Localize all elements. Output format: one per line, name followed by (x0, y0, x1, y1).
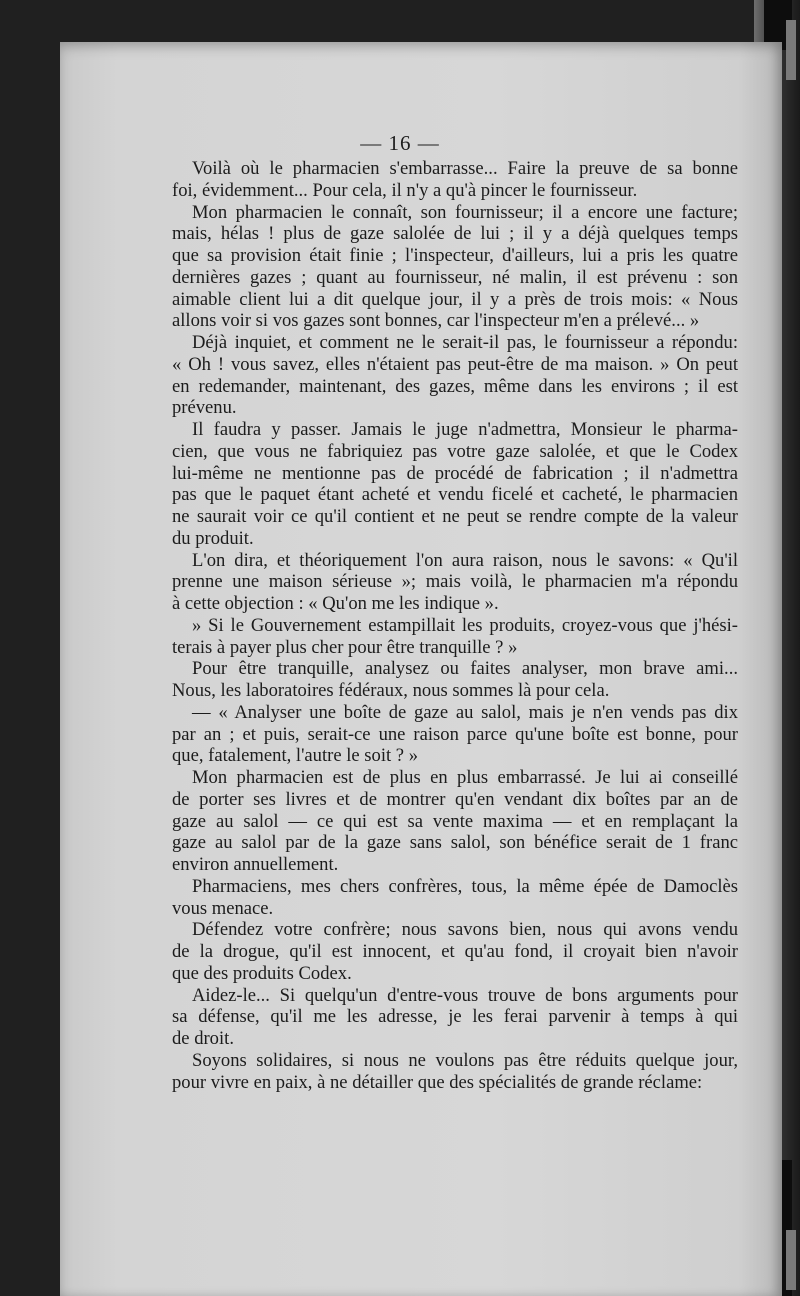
text-line: L'on dira, et théoriquement l'on aura raison, nous le savons: « Qu'il (192, 549, 738, 571)
text-line: lui-même ne mentionne pas de procédé de fabrication ; il n'admettra (172, 462, 738, 484)
text-line: prenne une maison sérieuse »; mais voilà, le pharmacien m'a répondu (172, 571, 738, 593)
text-line: gaze au salol par de la gaze sans salol, son bénéfice serait de 1 franc (172, 832, 738, 854)
body-text (172, 158, 738, 1093)
text-line: de droit. (172, 1028, 234, 1049)
text-line: cien, que vous ne fabriquiez pas votre gaze salolée, et que le Codex (172, 440, 738, 462)
text-line: Soyons solidaires, si nous ne voulons pas être réduits quelque jour, (192, 1049, 738, 1071)
text-line: vous menace. (172, 897, 274, 919)
text-line: à cette objection : « Qu'on me les indique ». (172, 593, 499, 614)
text-line: par an ; et puis, serait-ce une raison parce qu'une boîte est bonne, pour (172, 723, 738, 745)
text-line: Aidez-le... Si quelqu'un d'entre-vous trouve de bons arguments pour (192, 984, 738, 1006)
text-line: « Oh ! vous savez, elles n'étaient pas peut-être de ma maison. » On peut (172, 353, 738, 375)
text-line: Déjà inquiet, et comment ne le serait-il pas, le fournisseur a répondu: (192, 332, 738, 353)
text-line: dernières gazes ; quant au fournisseur, né malin, il est prévenu : son (172, 266, 738, 288)
text-line: sa défense, qu'il me les adresse, je les ferai parvenir à temps à qui (172, 1006, 738, 1028)
text-line: aimable client lui a dit quelque jour, il y a près de trois mois: « Nous (172, 288, 738, 310)
text-line: que, fatalement, l'autre le soit ? » (172, 745, 419, 767)
text-line: Pharmaciens, mes chers confrères, tous, la même épée de Damoclès (192, 875, 738, 897)
text-line: pas que le paquet étant acheté et vendu ficelé et cacheté, le pharmacien (172, 484, 738, 506)
text-line: foi, évidemment... Pour cela, il n'y a qu'à pincer le fournisseur. (172, 179, 638, 201)
scan-tab-highlight-bottom (786, 1230, 796, 1290)
text-line: du produit. (172, 527, 254, 549)
scan-tab-highlight-top (786, 20, 796, 80)
text-line: que sa provision était finie ; l'inspecteur, d'ailleurs, lui a pris les quatre (172, 245, 738, 266)
text-line: — « Analyser une boîte de gaze au salol, mais je n'en vends pas dix (192, 701, 738, 723)
text-line: Défendez votre confrère; nous savons bien, nous qui avons vendu (192, 919, 738, 941)
text-line: Il faudra y passer. Jamais le juge n'admettra, Monsieur le pharma- (192, 419, 738, 440)
text-line: allons voir si vos gazes sont bonnes, car l'inspecteur m'en a prélevé... » (172, 310, 700, 332)
text-line: que des produits Codex. (172, 962, 352, 984)
text-line: environ annuellement. (172, 854, 339, 875)
text-line: gaze au salol — ce qui est sa vente maxima — et en remplaçant la (172, 810, 738, 832)
page-number: — 16 — (360, 131, 440, 155)
text-line: » Si le Gouvernement estampillait les produits, croyez-vous que j'hési- (192, 614, 738, 636)
text-line: Mon pharmacien est de plus en plus embarrassé. Je lui ai conseillé (192, 767, 738, 788)
text-line: ne saurait voir ce qu'il contient et ne peut se rendre compte de la valeur (172, 506, 738, 527)
text-line: en redemander, maintenant, des gazes, même dans les environs ; il est (172, 375, 738, 397)
text-line: de porter ses livres et de montrer qu'en vendant dix boîtes par an de (172, 788, 738, 810)
text-line: de la drogue, qu'il est innocent, et qu'au fond, il croyait bien n'avoir (172, 941, 738, 962)
text-line: Pour être tranquille, analysez ou faites analyser, mon brave ami... (192, 658, 738, 680)
text-line: Nous, les laboratoires fédéraux, nous sommes là pour cela. (172, 680, 610, 701)
text-line: Voilà où le pharmacien s'embarrasse... Faire la preuve de sa bonne (192, 158, 738, 179)
text-line: pour vivre en paix, à ne détailler que des spécialités de grande réclame: (172, 1071, 703, 1093)
text-line: prévenu. (172, 397, 237, 419)
text-line: terais à payer plus cher pour être tranquille ? » (172, 636, 518, 658)
text-line: mais, hélas ! plus de gaze salolée de lui ; il y a déjà quelques temps (172, 223, 738, 245)
text-line: Mon pharmacien le connaît, son fournisseur; il a encore une facture; (192, 201, 738, 223)
